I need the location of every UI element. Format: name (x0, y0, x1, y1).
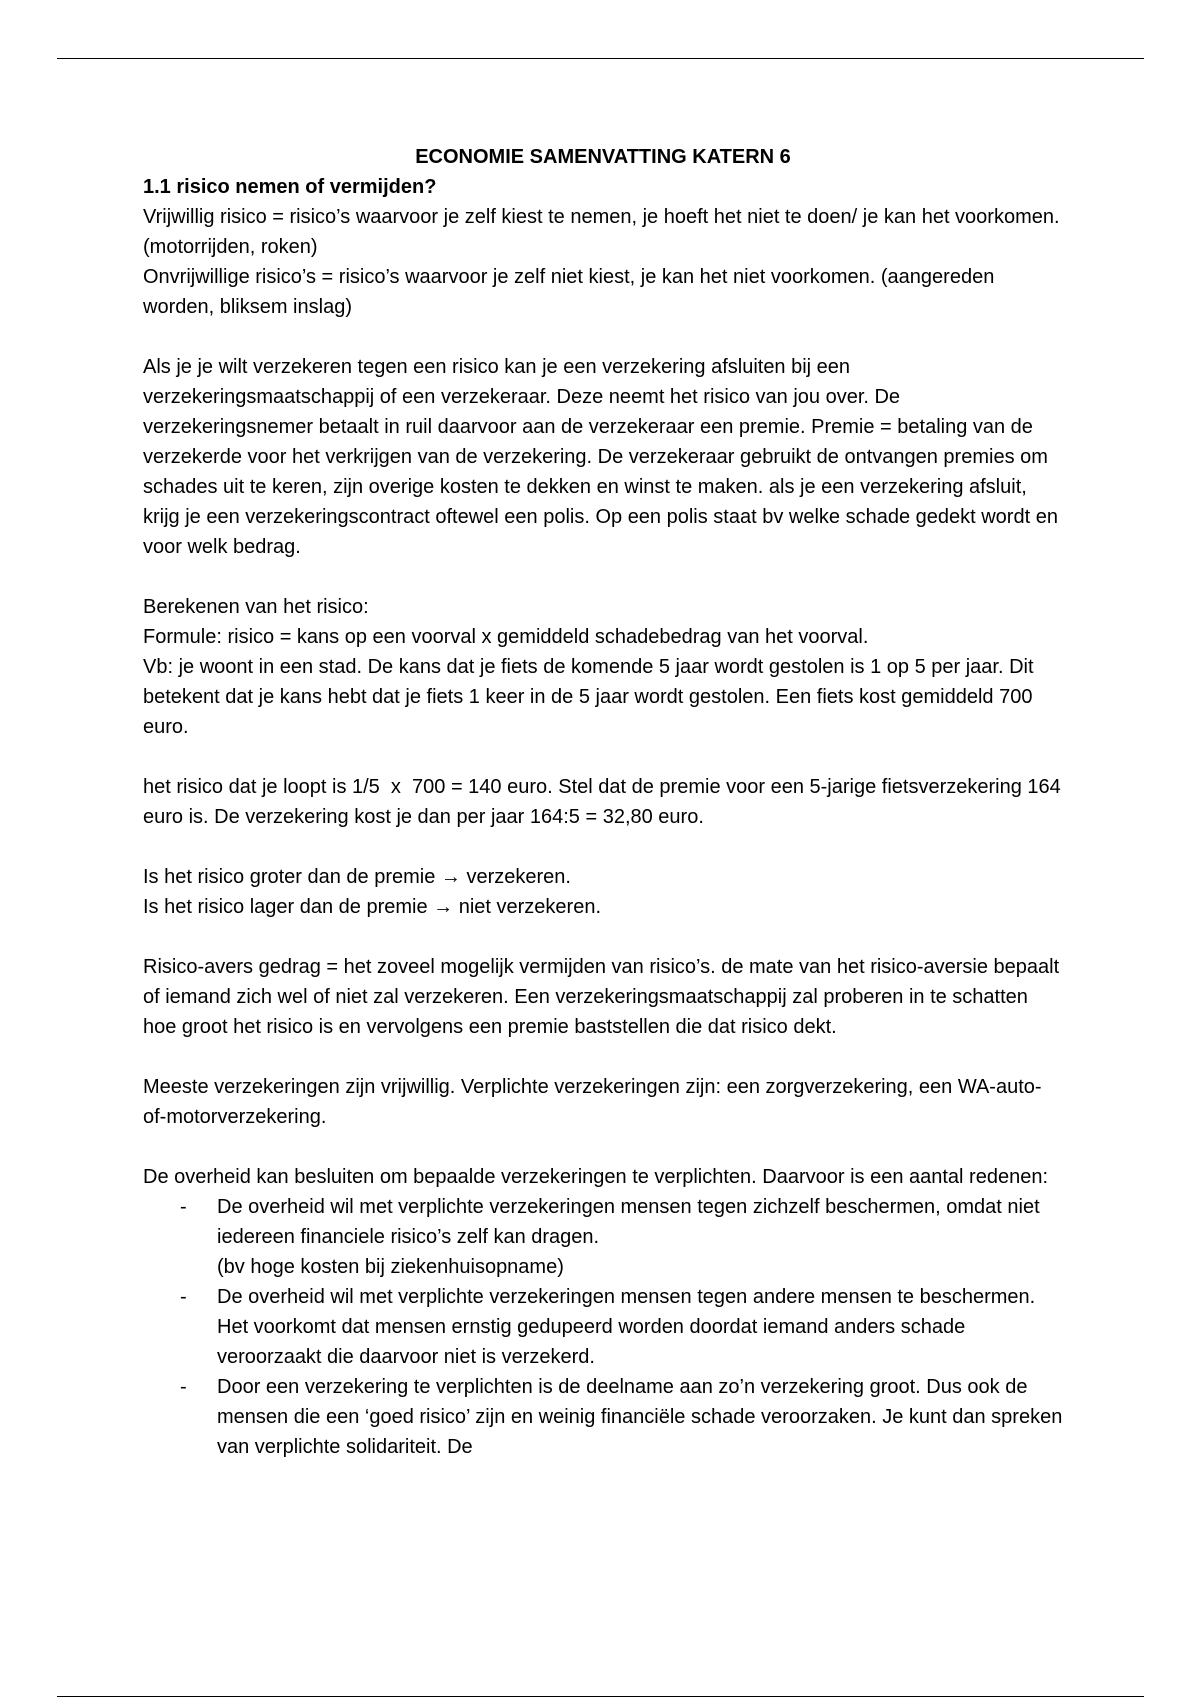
paragraph-formule: Formule: risico = kans op een voorval x gemiddeld schadebedrag van het voorval. (143, 626, 869, 648)
top-divider (57, 58, 1144, 59)
list-item-text: De overheid wil met verplichte verzekeringen mensen tegen andere mensen te beschermen. Het voorkomt dat mensen ernstig gedupeerd worden doordat iemand anders schade veroorzaakt die daarvoor niet is verzekerd. (217, 1286, 1036, 1368)
list-item (143, 1192, 1063, 1282)
list-item-note: (bv hoge kosten bij ziekenhuisopname) (217, 1256, 564, 1278)
bottom-divider (57, 1696, 1144, 1697)
paragraph-vrijwillig-risico: Vrijwillig risico = risico’s waarvoor je zelf kiest te nemen, je hoeft het niet te doen/ je kan het voorkomen. (motorrijden, roken) (143, 206, 1060, 258)
bullet-dash: - (180, 1376, 187, 1398)
paragraph-berekenen-heading: Berekenen van het risico: (143, 596, 369, 618)
bullet-dash: - (180, 1196, 187, 1218)
list-item-text: De overheid wil met verplichte verzekeringen mensen tegen zichzelf beschermen, omdat niet iedereen financiele risico’s zelf kan dragen. (217, 1196, 1040, 1248)
paragraph-risico-groter: Is het risico groter dan de premie → verzekeren. (143, 866, 571, 888)
document-body (143, 142, 1067, 1462)
section-heading: 1.1 risico nemen of vermijden? (143, 176, 437, 198)
paragraph-overheid: De overheid kan besluiten om bepaalde verzekeringen te verplichten. Daarvoor is een aantal redenen: (143, 1166, 1049, 1188)
paragraph-voorbeeld: Vb: je woont in een stad. De kans dat je fiets de komende 5 jaar wordt gestolen is 1 op 5 per jaar. Dit betekent dat je kans hebt dat je fiets 1 keer in de 5 jaar wordt gestolen. Een fiets kost gemiddeld 700 euro. (143, 656, 1034, 738)
reasons-list (143, 1192, 1063, 1462)
paragraph-risico-lager: Is het risico lager dan de premie → niet verzekeren. (143, 896, 601, 918)
list-item (143, 1372, 1063, 1462)
paragraph-verzekering: Als je je wilt verzekeren tegen een risico kan je een verzekering afsluiten bij een verzekeringsmaatschappij of een verzekeraar. Deze neemt het risico van jou over. De verzekeringsnemer betaalt in ruil daarvoor aan de verzekeraar een premie. Premie = betaling van de verzekerde voor het verkrijgen van de verzekering. De verzekeraar gebruikt de ontvangen premies om schades uit te keren, zijn overige kosten te dekken en winst te maken. als je een verzekering afsluit, krijg je een verzekeringscontract oftewel een polis. Op een polis staat bv welke schade gedekt wordt en voor welk bedrag. (143, 356, 1058, 558)
paragraph-risico-avers: Risico-avers gedrag = het zoveel mogelijk vermijden van risico’s. de mate van het risico-aversie bepaalt of iemand zich wel of niet zal verzekeren. Een verzekeringsmaatschappij zal proberen in te schatten hoe groot het risico is en vervolgens een premie baststellen die dat risico dekt. (143, 956, 1060, 1038)
paragraph-onvrijwillig-risico: Onvrijwillige risico’s = risico’s waarvoor je zelf niet kiest, je kan het niet voorkomen. (aangereden worden, bliksem inslag) (143, 266, 995, 318)
paragraph-berekening: het risico dat je loopt is 1/5 x 700 = 140 euro. Stel dat de premie voor een 5-jarige fietsverzekering 164 euro is. De verzekering kost je dan per jaar 164:5 = 32,80 euro. (143, 776, 1067, 828)
list-item (143, 1282, 1063, 1372)
page-title: ECONOMIE SAMENVATTING KATERN 6 (415, 146, 791, 168)
bullet-dash: - (180, 1286, 187, 1308)
list-item-text: Door een verzekering te verplichten is de deelname aan zo’n verzekering groot. Dus ook de mensen die een ‘goed risico’ zijn en weinig financiële schade veroorzaken. Je kunt dan spreken van verplichte solidariteit. De (217, 1376, 1063, 1458)
paragraph-verplichte-verzekeringen: Meeste verzekeringen zijn vrijwillig. Verplichte verzekeringen zijn: een zorgverzekering, een WA-auto-of-motorverzekering. (143, 1076, 1042, 1128)
